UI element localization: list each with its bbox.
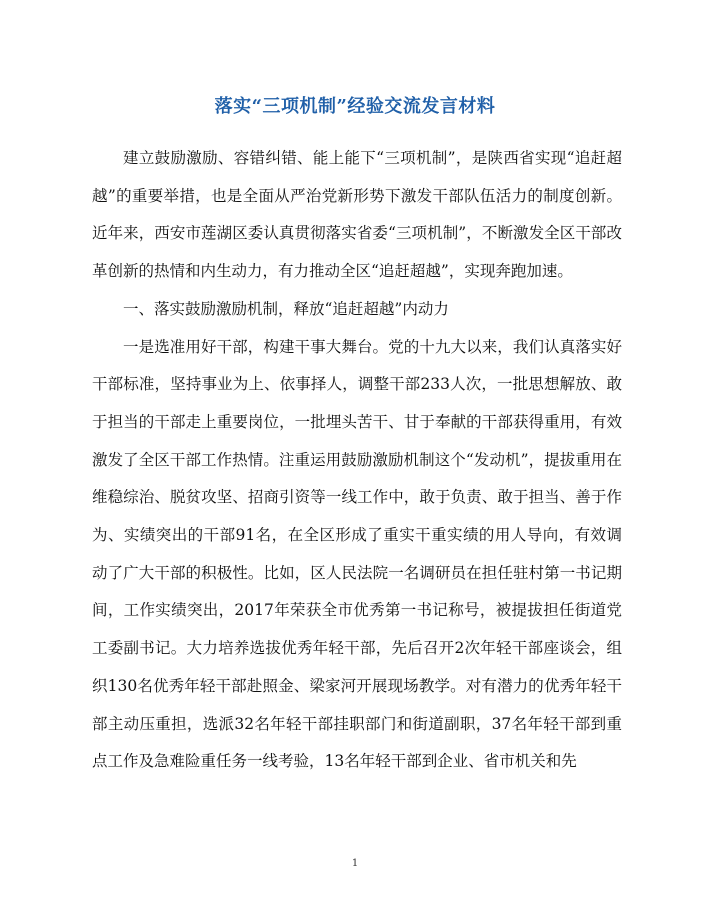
section-heading: 一、落实鼓励激励机制，释放“追赶超越”内动力	[123, 299, 449, 318]
document-title: 落实“三项机制”经验交流发言材料	[214, 96, 496, 117]
document-body	[92, 140, 622, 781]
body-paragraph: 一是选准用好干部，构建干事大舞台。党的十九大以来，我们认真落实好干部标准，坚持事业为上、依事择人，调整干部233人次，一批思想解放、敢于担当的干部走上重要岗位，一批埋头苦干、甘于奉献的干部获得重用，有效激发了全区干部工作热情。注重运用鼓励激励机制这个“发动机”，提拔重用在维稳综治、脱贫攻坚、招商引资等一线工作中，敢于负责、敢于担当、善于作为、实绩突出的干部91名，在全区形成了重实干重实绩的用人导向，有效调动了广大干部的积极性。比如，区人民法院一名调研员在担任驻村第一书记期间，工作实绩突出，2017年荣获全市优秀第一书记称号，被提拔担任街道党工委副书记。大力培养选拔优秀年轻干部，先后召开2次年轻干部座谈会，组织130名优秀年轻干部赴照金、梁家河开展现场教学。对有潜力的优秀年轻干部主动压重担，选派32名年轻干部挂职部门和街道副职，37名年轻干部到重点工作及急难险重任务一线考验，13名年轻干部到企业、省市机关和先	[92, 337, 622, 771]
page-number: 1	[351, 858, 359, 869]
intro-paragraph: 建立鼓励激励、容错纠错、能上能下“三项机制”，是陕西省实现“追赶超越”的重要举措，也是全面从严治党新形势下激发干部队伍活力的制度创新。近年来，西安市莲湖区委认真贯彻落实省委“三项机制”，不断激发全区干部改革创新的热情和内生动力，有力推动全区“追赶超越”，实现奔跑加速。	[92, 149, 622, 281]
